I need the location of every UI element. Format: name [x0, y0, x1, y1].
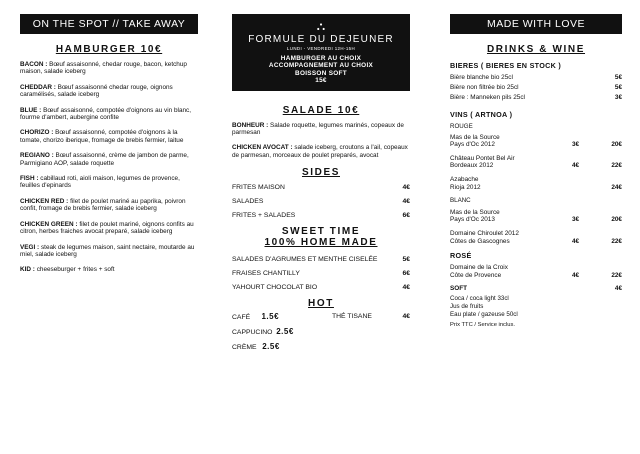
menu-item — [20, 175, 198, 190]
wine-bottle-price: 20€ — [611, 216, 622, 224]
section-sweet-title: SWEET TIME — [281, 226, 361, 238]
wine-bottle-price: 22€ — [611, 162, 622, 170]
soft-line: Eau plate / gazeuse 50cl — [450, 310, 518, 318]
hot-left — [232, 313, 332, 358]
price-row-price: 4€ — [402, 184, 410, 192]
price-row-name: FRITES + SALADES — [232, 212, 296, 220]
beer-name: Bière blanche bio 25cl — [450, 74, 513, 81]
wine-name-line1: Mas de la Source — [450, 133, 500, 141]
price-row-price: 6€ — [402, 212, 410, 220]
blanc-list — [450, 209, 622, 245]
wine-row — [450, 155, 622, 170]
price-row — [232, 198, 410, 206]
rose-title: ROSÉ — [450, 251, 472, 261]
soft-header — [450, 285, 622, 293]
menu-item-desc: Bœuf assaisonné chedar rouge, oignons caramélisés, salade iceberg — [20, 83, 173, 99]
wine-name — [450, 155, 572, 170]
wine-name-line1: Azabache — [450, 175, 479, 183]
wine-name-line1: Mas de la Source — [450, 208, 500, 216]
hot-cafe-name: CAFÉ — [232, 314, 251, 322]
hot-cafe — [232, 313, 332, 322]
column-drinks — [450, 14, 622, 330]
price-row — [232, 270, 410, 278]
price-row-price: 4€ — [402, 284, 410, 292]
menu-item-desc: salade iceberg, croutons a l'ail, copeaux de parmesan, morceaux de poulet preparés, avocat — [232, 144, 408, 159]
formule-line3: BOISSON SOFT — [295, 69, 347, 77]
hot-creme-price: 2.5€ — [262, 342, 280, 352]
hot-cappucino-price: 2.5€ — [276, 327, 294, 337]
wine-row — [450, 134, 622, 149]
menu-item-desc: Bœuf assaisonné, compotée d'oignons au vin blanc, fourme d'ambert, aubergine confite — [20, 106, 192, 122]
menu-item — [20, 61, 198, 76]
wine-name-line1: Château Pontet Bel Air — [450, 154, 515, 162]
column-formule — [232, 14, 410, 358]
formule-line1: HAMBURGER AU CHOIX — [280, 55, 362, 62]
hot-cappucino-name: CAPPUCINO — [232, 329, 273, 337]
hot-drinks — [232, 313, 410, 358]
menu-item-desc: cabillaud roti, aioli maison, legumes de provence, feuilles d'epinards — [20, 175, 180, 190]
beer-price: 5€ — [614, 74, 622, 81]
sweet-list — [232, 256, 410, 292]
wine-name — [450, 134, 572, 149]
wine-row — [450, 264, 622, 279]
formule-line2: ACCOMPAGNEMENT AU CHOIX — [268, 62, 374, 70]
menu-item-name: CHICKEN RED : — [20, 197, 69, 205]
price-row-price: 5€ — [402, 256, 410, 264]
wine-name-line2: Bordeaux 2012 — [450, 162, 494, 170]
wine-row — [450, 230, 622, 245]
beer-price: 3€ — [614, 94, 622, 101]
wine-glass-price: 4€ — [572, 162, 580, 170]
wine-name — [450, 176, 572, 191]
menu-item-desc: Bœuf assaisonné, chedar rouge, bacon, ketchup maison, salade iceberg — [20, 61, 187, 76]
formule-price: 15€ — [315, 77, 327, 85]
menu-item — [20, 198, 198, 213]
section-salade-title: SALADE 10€ — [282, 104, 360, 116]
beer-list — [450, 74, 622, 102]
wine-name-line2: Pays d'Oc 2012 — [450, 141, 495, 149]
section-hot-title: HOT — [308, 298, 334, 310]
blanc-title: BLANC — [450, 197, 471, 205]
menu-item — [20, 107, 198, 122]
hot-the-name: THÉ TISANE — [332, 313, 372, 321]
beer-row — [450, 94, 622, 102]
menu-item-name: CHICKEN AVOCAT : — [232, 144, 293, 152]
beer-price: 5€ — [614, 84, 622, 91]
wine-bottle-price: 24€ — [611, 183, 622, 191]
soft-list — [450, 295, 622, 318]
hot-the-price: 4€ — [402, 313, 410, 321]
wine-name-line1: Domaine de la Croix — [450, 264, 508, 272]
wine-name-line2: Côte de Provence — [450, 271, 502, 279]
menu-item-desc: Salade roquette, legumes marinés, copeaux de parmesan — [232, 121, 404, 137]
menu-item-name: BLUE : — [20, 106, 42, 114]
wine-glass-price: 3€ — [572, 141, 580, 149]
column-burgers — [20, 14, 198, 282]
menu-item — [20, 152, 198, 167]
soft-line: Coca / coca light 33cl — [450, 295, 509, 303]
hot-cappucino — [232, 328, 332, 337]
menu-item — [20, 244, 198, 259]
wine-name-line2: Pays d'Oc 2013 — [450, 216, 495, 224]
price-row — [232, 284, 410, 292]
menu-item-name: KID : — [20, 266, 35, 274]
wine-row — [450, 176, 622, 191]
rouge-title: ROUGE — [450, 123, 473, 130]
formule-hours: LUNDI - VENDREDI 12H-15H — [286, 46, 356, 51]
sides-list — [232, 184, 410, 220]
wine-glass-price: 4€ — [572, 271, 580, 279]
menu-item-name: REGIANO : — [20, 152, 54, 160]
formule-title: FORMULE DU DEJEUNER — [248, 34, 394, 45]
vins-title: VINS ( ARTNOA ) — [450, 110, 513, 119]
price-row-name: SALADES D'AGRUMES ET MENTHE CISELÉE — [232, 256, 378, 264]
menu-item-name: FISH : — [20, 175, 39, 183]
beer-name: Bière : Manneken pils 25cl — [450, 94, 525, 101]
wine-glass-price — [572, 176, 598, 191]
hot-creme — [232, 343, 332, 352]
price-row-price: 4€ — [402, 198, 410, 206]
soft-line: Jus de fruits — [450, 302, 484, 310]
menu-item-name: CHORIZO : — [20, 129, 54, 137]
menu-item-name: BONHEUR : — [232, 121, 269, 129]
menu-item-name: BACON : — [20, 61, 48, 68]
wine-bottle-price: 20€ — [611, 141, 622, 149]
menu-item-desc: steak de legumes maison, saint nectaire, moutarde au miel, salade iceberg — [20, 243, 195, 258]
section-hamburger-title: HAMBURGER 10€ — [55, 44, 163, 55]
price-row — [232, 212, 410, 220]
wine-name — [450, 230, 572, 245]
menu-item-name: CHEDDAR : — [20, 83, 56, 91]
price-row-name: YAHOURT CHOCOLAT BIO — [232, 284, 318, 292]
header-right: MADE WITH LOVE — [450, 14, 622, 34]
bieres-title: BIERES ( BIERES EN STOCK ) — [450, 61, 562, 70]
wine-name-line2: Rioja 2012 — [450, 183, 481, 191]
menu-item-desc: cheeseburger + frites + soft — [36, 266, 115, 274]
soft-price: 4€ — [614, 285, 622, 293]
salade-list — [232, 122, 410, 160]
section-sweet-subtitle: 100% HOME MADE — [264, 237, 378, 249]
burger-list — [20, 61, 198, 274]
menu-item — [20, 84, 198, 99]
wine-name-line1: Domaine Chiroulet 2012 — [450, 229, 519, 237]
price-row-price: 6€ — [402, 270, 410, 278]
price-row-name: FRAISES CHANTILLY — [232, 270, 300, 278]
header-left: ON THE SPOT // TAKE AWAY — [20, 14, 198, 34]
wine-name — [450, 264, 572, 279]
menu-item-desc: Bœuf assaisonné, compotée d'oignons à la tomate, chorizo iberique, fromage de brebis fermier, laitue — [20, 129, 184, 144]
beer-row — [450, 84, 622, 92]
price-row — [232, 184, 410, 192]
menu-item — [20, 266, 198, 273]
menu-item — [232, 122, 410, 137]
section-drinks-title: DRINKS & WINE — [486, 44, 586, 55]
menu-item-desc: filet de poulet mariné, oignons confits au citron, herbes fraiches avocat preparé, salade iceberg — [20, 220, 194, 236]
price-row — [232, 256, 410, 264]
menu-item-desc: Bœuf assaisonné, crème de jambon de parme, Parmigiano AOP, salade roquette — [20, 152, 189, 167]
wine-glass-price: 3€ — [572, 216, 580, 224]
formule-box — [232, 14, 410, 91]
menu-item-name: VEGI : — [20, 243, 40, 251]
wine-name-line2: Côtes de Gascognes — [450, 237, 510, 245]
wine-bottle-price: 22€ — [611, 271, 622, 279]
wine-name — [450, 209, 572, 224]
rose-list — [450, 264, 622, 279]
hot-cafe-price: 1.5€ — [261, 312, 280, 322]
menu-item — [20, 221, 198, 236]
wine-bottle-price: 22€ — [611, 237, 622, 245]
wine-glass-price: 4€ — [572, 237, 580, 245]
menu-item-desc: filet de poulet mariné au paprika, poivron confit, fromage de brebis fermier, salade iceberg — [20, 197, 186, 213]
wine-row — [450, 209, 622, 224]
rouge-list — [450, 134, 622, 192]
beer-row — [450, 74, 622, 82]
price-row-name: FRITES MAISON — [232, 184, 285, 192]
price-row-name: SALADES — [232, 198, 264, 206]
menu-item — [20, 129, 198, 144]
hot-creme-name: CRÈME — [232, 344, 257, 352]
beer-name: Bière non filtrée bio 25cl — [450, 84, 519, 91]
chef-hat-icon: ⛬ — [316, 19, 326, 33]
footer-note: Prix TTC / Service inclus. — [450, 322, 515, 329]
soft-title: SOFT — [450, 285, 468, 293]
section-sides-title: SIDES — [301, 167, 340, 179]
menu-item — [232, 144, 410, 159]
menu-item-name: CHICKEN GREEN : — [20, 220, 78, 228]
